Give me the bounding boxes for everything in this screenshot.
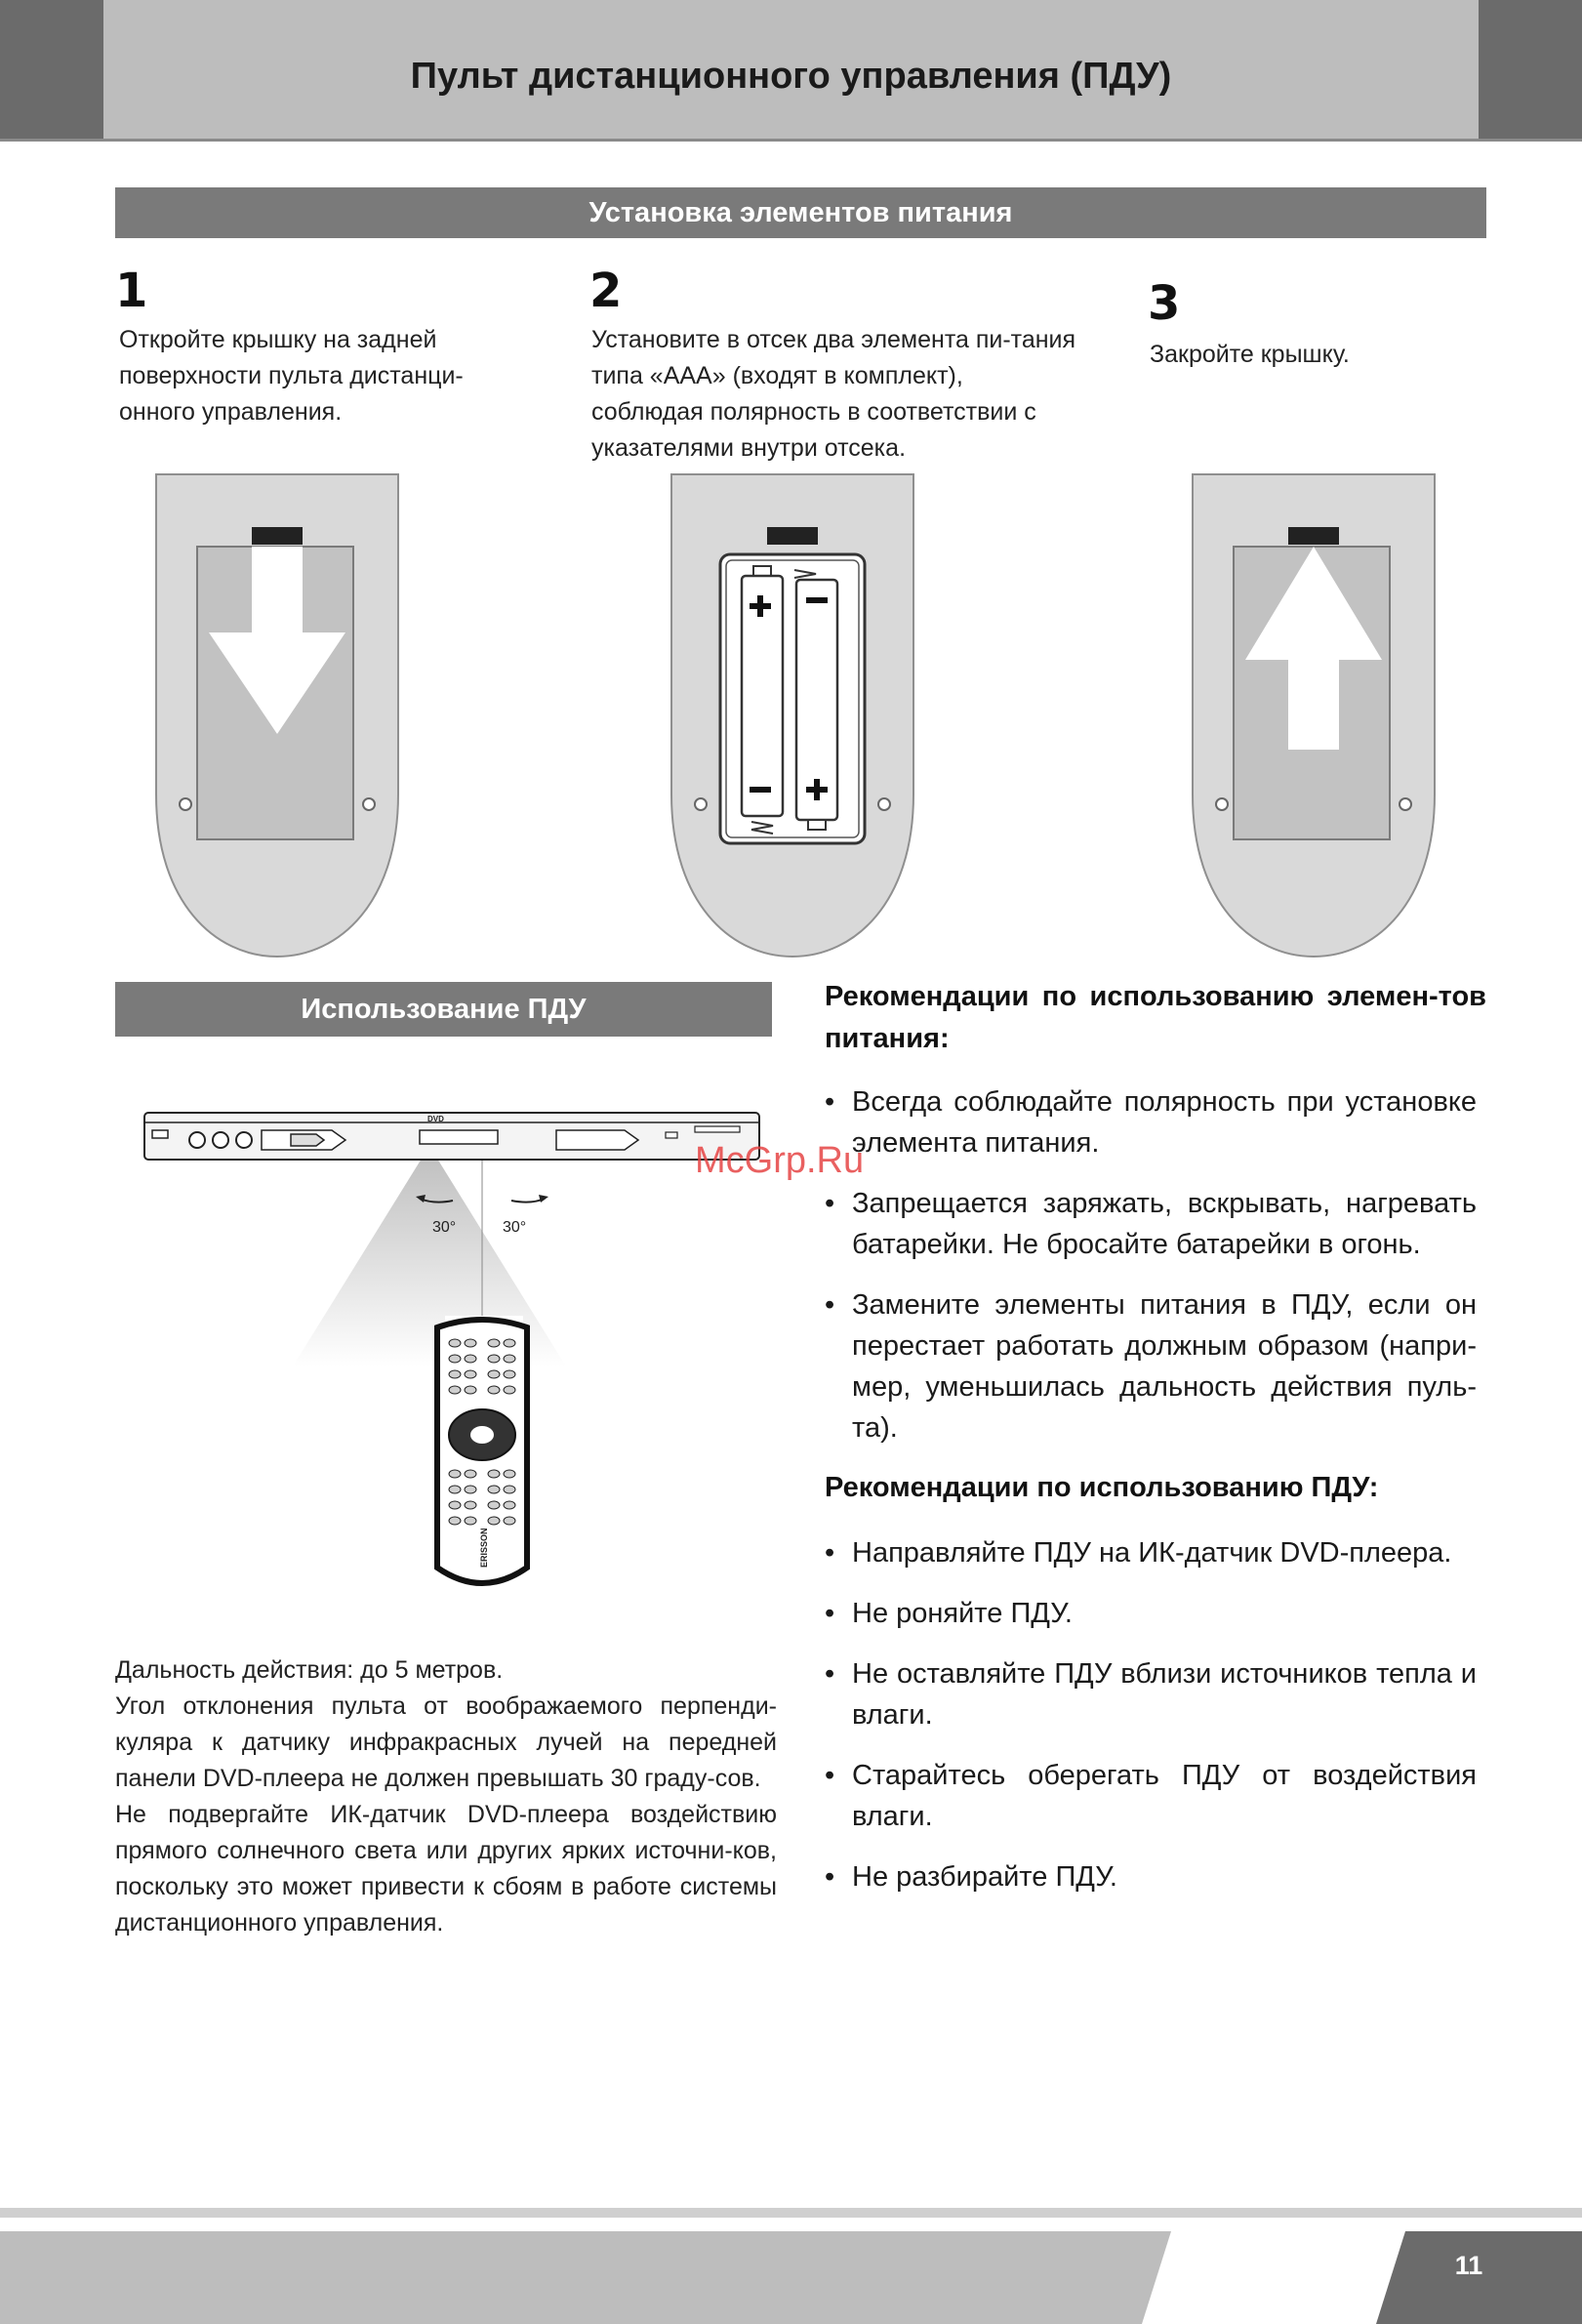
section-title-usage: Использование ПДУ bbox=[115, 982, 772, 1037]
angle-label-right: 30° bbox=[503, 1219, 527, 1236]
page-title: Пульт дистанционного управления (ПДУ) bbox=[410, 56, 1172, 97]
usage-description bbox=[115, 1652, 777, 1941]
step-3-number: 3 bbox=[1148, 276, 1181, 331]
remote-usage-illustration bbox=[137, 1103, 771, 1610]
remote-recommendations-list bbox=[825, 1532, 1477, 1917]
remote-back-close-illustration bbox=[1191, 472, 1437, 960]
bullet-icon: • bbox=[825, 1861, 835, 1893]
remote-control-icon bbox=[437, 1316, 527, 1583]
usage-paragraph: Не подвергайте ИК-датчик DVD-плеера воздействию прямого солнечного света или других ярких источни-ков, поскольку это может привести к сбоям в работе системы дистанционного управления. bbox=[115, 1801, 777, 1937]
list-item: • Всегда соблюдайте полярность при установке элемента питания. bbox=[825, 1081, 1477, 1163]
list-item: • Направляйте ПДУ на ИК-датчик DVD-плеера. bbox=[825, 1532, 1477, 1573]
battery-recommendations-list bbox=[825, 1081, 1477, 1468]
bullet-icon: • bbox=[825, 1188, 835, 1219]
dvd-label: DVD bbox=[427, 1115, 444, 1123]
page-number: 11 bbox=[1454, 2251, 1483, 2280]
step-1-number: 1 bbox=[115, 264, 148, 318]
usage-paragraph: Дальность действия: до 5 метров. bbox=[115, 1656, 504, 1684]
header-rule bbox=[0, 139, 1582, 142]
remote-brand-label: ERISSON bbox=[479, 1528, 489, 1568]
list-item: • Запрещается заряжать, вскрывать, нагревать батарейки. Не бросайте батарейки в огонь. bbox=[825, 1183, 1477, 1265]
section-title-install: Установка элементов питания bbox=[115, 187, 1486, 238]
list-item: • Замените элементы питания в ПДУ, если он перестает работать должным образом (напри-мер, уменьшилась дальность действия пуль-та). bbox=[825, 1284, 1477, 1448]
step-1-text: Откройте крышку на задней поверхности пульта дистанци-онного управления. bbox=[119, 326, 464, 426]
bullet-icon: • bbox=[825, 1289, 835, 1321]
step-2-text: Установите в отсек два элемента пи-тания типа «ААА» (входят в комплект), соблюдая полярность в соответствии с указателями внутри отсека. bbox=[591, 326, 1076, 462]
list-item: • Не оставляйте ПДУ вблизи источников тепла и влаги. bbox=[825, 1653, 1477, 1735]
bullet-icon: • bbox=[825, 1086, 835, 1118]
footer-rule bbox=[0, 2208, 1582, 2218]
list-item: • Не роняйте ПДУ. bbox=[825, 1593, 1477, 1634]
header-left-block bbox=[0, 0, 103, 139]
usage-paragraph: Угол отклонения пульта от воображаемого перпенди-куляра к датчику инфракрасных лучей на передней панели DVD-плеера не должен превышать 30 граду-сов. bbox=[115, 1692, 777, 1792]
remote-back-open-illustration bbox=[154, 472, 400, 960]
bullet-icon: • bbox=[825, 1658, 835, 1690]
list-item: • Не разбирайте ПДУ. bbox=[825, 1856, 1477, 1897]
header-right-block bbox=[1479, 0, 1582, 139]
dvd-player-icon bbox=[144, 1113, 759, 1160]
watermark: McGrp.Ru bbox=[695, 1140, 865, 1181]
bullet-icon: • bbox=[825, 1760, 835, 1791]
angle-label-left: 30° bbox=[432, 1219, 457, 1236]
list-item: • Старайтесь оберегать ПДУ от воздействия влаги. bbox=[825, 1755, 1477, 1837]
battery-right-icon bbox=[794, 570, 837, 830]
bullet-icon: • bbox=[825, 1598, 835, 1629]
remote-battery-compartment-illustration bbox=[669, 472, 915, 960]
bullet-icon: • bbox=[825, 1537, 835, 1569]
step-2-number: 2 bbox=[589, 264, 623, 318]
remote-recommendations-title: Рекомендации по использованию ПДУ: bbox=[825, 1472, 1379, 1503]
angle-arrow-right-icon bbox=[511, 1199, 545, 1203]
battery-left-icon bbox=[742, 566, 783, 834]
battery-recommendations-title: Рекомендации по использованию элемен-тов питания: bbox=[825, 981, 1486, 1054]
footer-band bbox=[0, 2231, 1582, 2324]
step-3-text: Закройте крышку. bbox=[1150, 341, 1350, 368]
